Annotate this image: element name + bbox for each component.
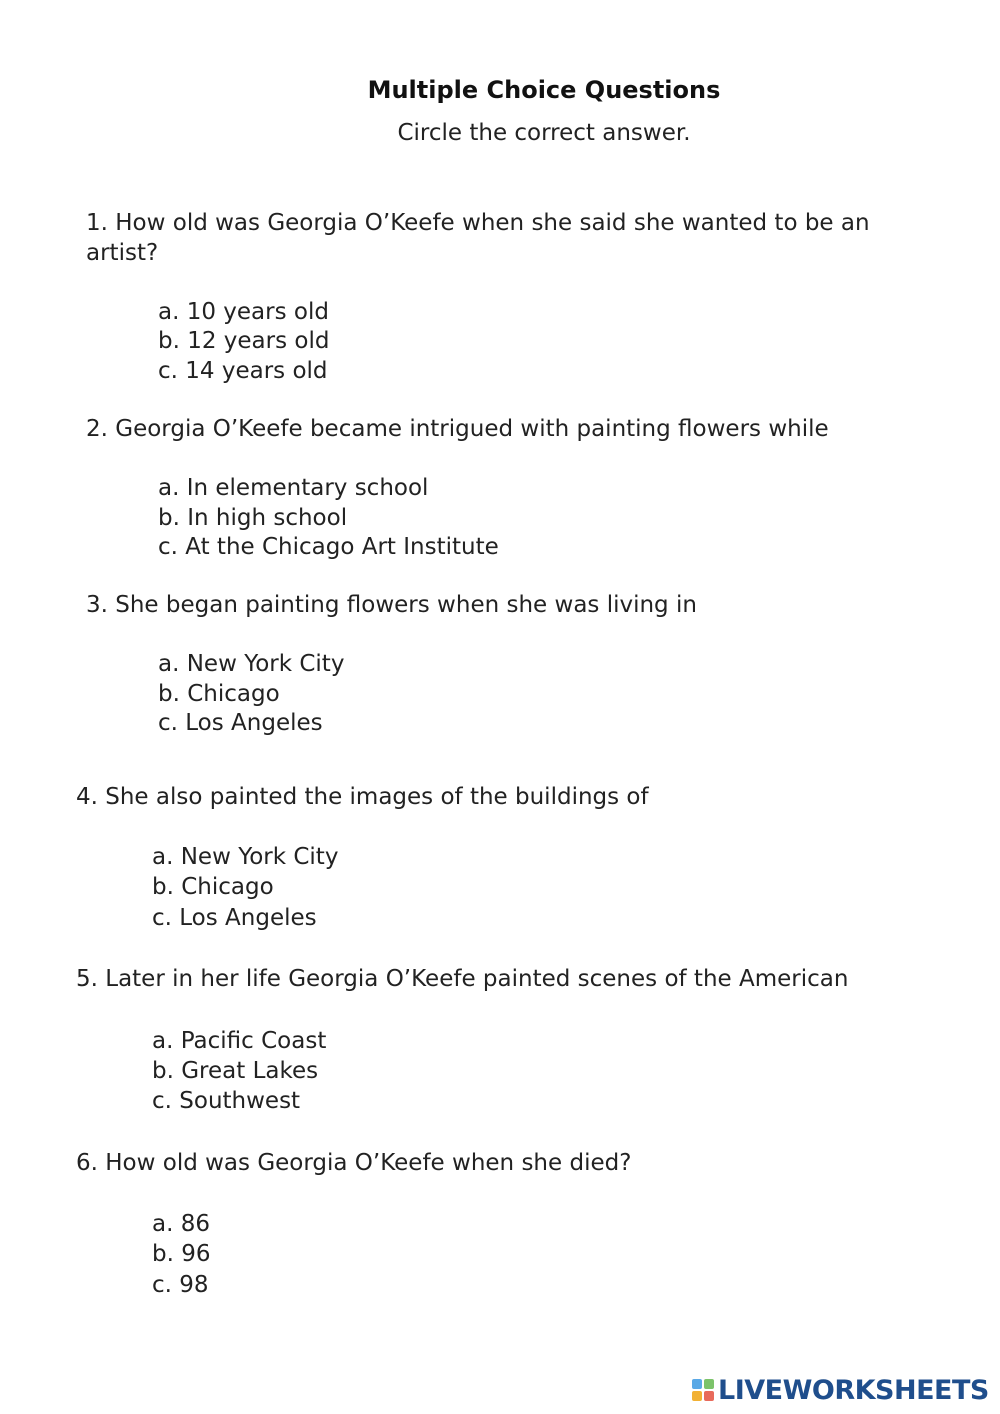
question-3-option-c[interactable]: c. Los Angeles bbox=[158, 710, 323, 736]
question-6: 6. How old was Georgia O’Keefe when she died? bbox=[76, 1150, 632, 1176]
liveworksheets-mark-icon bbox=[692, 1379, 714, 1401]
question-2-option-c[interactable]: c. At the Chicago Art Institute bbox=[158, 534, 499, 560]
question-3: 3. She began painting flowers when she was living in bbox=[86, 592, 697, 618]
question-6-option-a[interactable]: a. 86 bbox=[152, 1211, 210, 1237]
question-3-option-a[interactable]: a. New York City bbox=[158, 651, 345, 677]
question-5-option-c[interactable]: c. Southwest bbox=[152, 1088, 301, 1114]
liveworksheets-logo bbox=[692, 1372, 989, 1408]
question-3-option-b[interactable]: b. Chicago bbox=[158, 681, 280, 707]
question-1-option-a[interactable]: a. 10 years old bbox=[158, 299, 329, 325]
question-5-option-a[interactable]: a. Pacific Coast bbox=[152, 1028, 327, 1054]
question-1-option-c[interactable]: c. 14 years old bbox=[158, 358, 328, 384]
question-6-option-c[interactable]: c. 98 bbox=[152, 1272, 209, 1298]
question-5: 5. Later in her life Georgia O’Keefe painted scenes of the American bbox=[76, 966, 849, 992]
question-5-option-b[interactable]: b. Great Lakes bbox=[152, 1058, 319, 1084]
worksheet-title: Multiple Choice Questions bbox=[367, 76, 721, 104]
brand-name: LIVEWORKSHEETS bbox=[718, 1374, 989, 1406]
question-1-option-b[interactable]: b. 12 years old bbox=[158, 328, 330, 354]
question-2-option-a[interactable]: a. In elementary school bbox=[158, 475, 429, 501]
question-4: 4. She also painted the images of the buildings of bbox=[76, 784, 649, 810]
question-6-option-b[interactable]: b. 96 bbox=[152, 1241, 211, 1267]
question-4-option-b[interactable]: b. Chicago bbox=[152, 874, 274, 900]
question-2: 2. Georgia O’Keefe became intrigued with painting flowers while bbox=[86, 416, 829, 442]
question-4-option-a[interactable]: a. New York City bbox=[152, 844, 339, 870]
question-2-option-b[interactable]: b. In high school bbox=[158, 505, 348, 531]
question-1: 1. How old was Georgia O’Keefe when she said she wanted to be an artist? bbox=[86, 210, 870, 266]
worksheet-instruction: Circle the correct answer. bbox=[397, 120, 691, 146]
question-4-option-c[interactable]: c. Los Angeles bbox=[152, 905, 317, 931]
